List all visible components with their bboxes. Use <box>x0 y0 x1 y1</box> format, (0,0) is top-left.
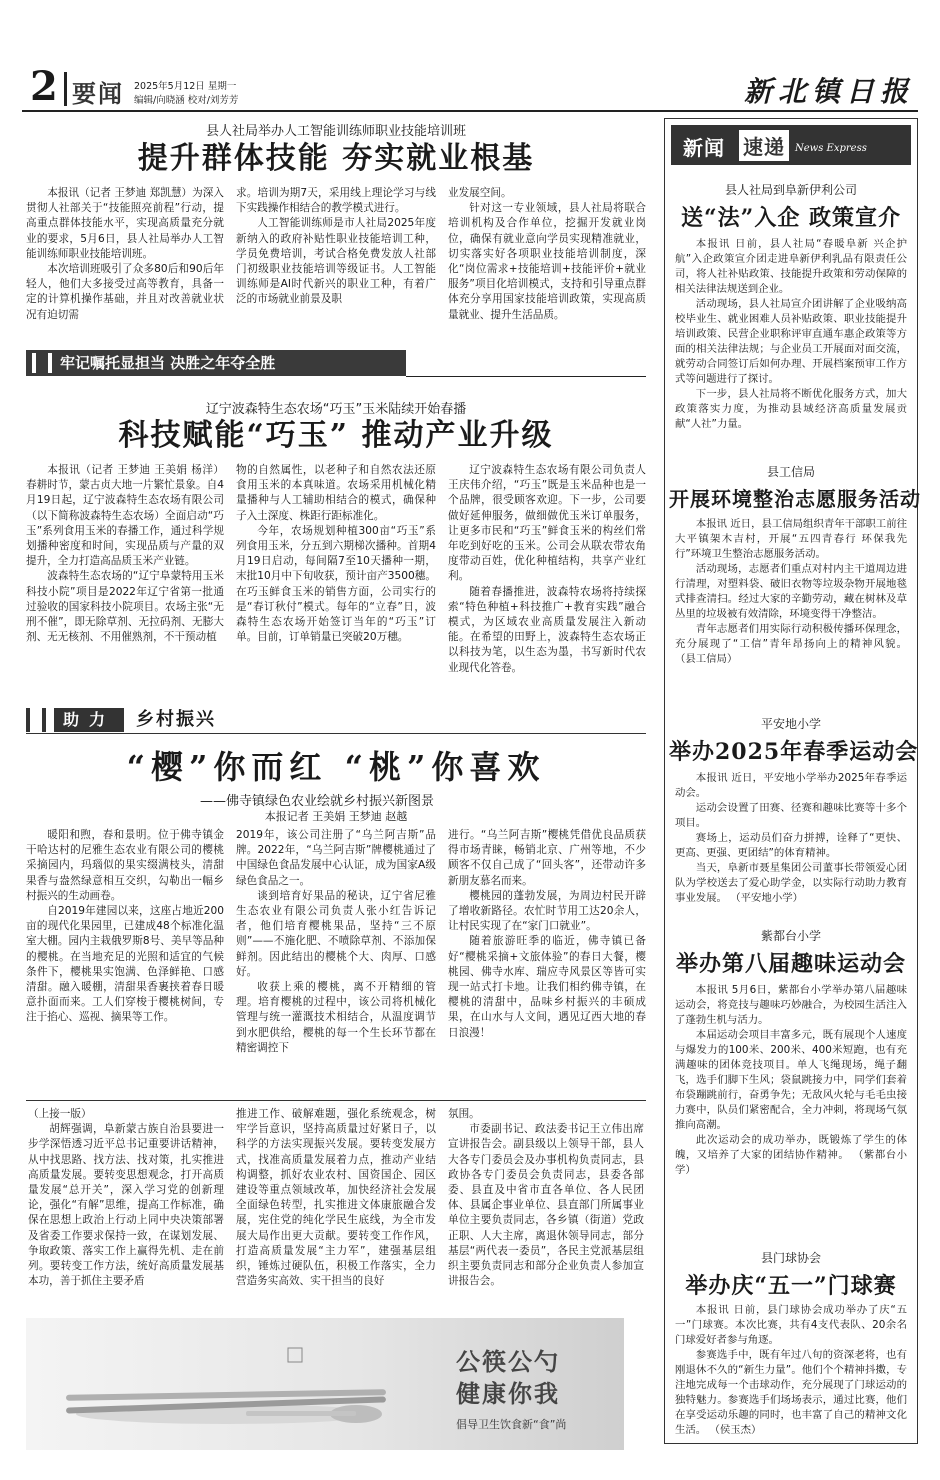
paragraph: 青年志愿者们用实际行动积极传播环保理念，充分展现了“工信”青年昂扬向上的精神风貌。 （县工信局） <box>675 623 907 665</box>
paragraph: 活动现场，志愿者们重点对村内主干道周边进行清理，对塑料袋、破旧衣物等垃圾杂物开展地毯式排查清扫。经过大家的辛勤劳动，藏在树林及草丛里的垃圾被有效清除，环境变得干净整洁。 <box>675 563 907 620</box>
article2-column-1 <box>26 463 224 695</box>
paragraph: 辽宁波森特生态农场有限公司负责人王庆伟介绍，“巧玉”既是玉米品种也是一个品牌，很受顾客欢迎。下一步，公司要做好延伸服务，做细做优玉米订单服务，让更多市民和“巧玉”鲜食玉米的构丝们常年吃到好吃的玉米。公司会从联农带农角度带动百姓，优化种植结构，共享产业红利。 <box>448 464 646 583</box>
article1-column-2 <box>236 186 436 336</box>
paragraph: 胡辉强调，阜新蒙古族自治县要进一步学深悟透习近平总书记重要讲话精神，从中找思路、找方法、找对策，扎实推进高质量发展。要转变思想观念，打开高质量发展“总开关”，深入学习党的创新理论，强化“有解”思维，提高工作标准，确保在思想上政治上行动上同中央决策部署及省委工作要求保持一致，在谋划发展、争取政策、落实工作上赢得先机、走在前列。要转变工作方法，统好高质量发展基本功，善于抓住主要矛盾 <box>28 1123 224 1288</box>
paragraph: 暖阳和煦，春和景明。位于佛寺镇金干哈达村的尼雅生态农业有限公司的樱桃采摘园内，玛瑙似的果实缀满枝头，清甜果香与盎然绿意相互交织，勾勒出一幅乡村振兴的生动画卷。 <box>26 829 224 902</box>
paragraph: 随着旅游旺季的临近，佛寺镇已备好“樱桃采摘+文旅体验”的春日大餐，樱桃园、佛寺水库、瑞应寺风景区等皆可实现一站式打卡地。让我们相约佛寺镇，在樱桃的清甜中，品味乡村振兴的丰硕成果，在山水与人文间，遇见辽西大地的春日浪漫！ <box>448 935 646 1039</box>
paragraph: 活动现场，县人社局宣介团讲解了企业吸纳高校毕业生、就业困难人员补贴政策、职业技能提升培训政策、民营企业职称评审直通车惠企政策等方面的相关法律法规；与企业员工开展面对面交流，就劳动合同签订后如何办理、开展档案预审工作方式等问题进行了探讨。 <box>675 298 907 385</box>
paragraph: 此次运动会的成功举办，既锻炼了学生的体魄，又培养了大家的团结协作精神。 （紫都台小学） <box>675 1134 907 1176</box>
article1-headline: 提升群体技能 夯实就业根基 <box>137 141 535 176</box>
article4-column-3 <box>448 1107 644 1305</box>
paragraph: （上接一版） <box>28 1108 92 1120</box>
section-bar-2 <box>26 706 646 734</box>
article1-column-3 <box>448 186 646 336</box>
paragraph: 本届运动会项目丰富多元，既有展现个人速度与爆发力的100米、200米、400米短跑，也有充满趣味的团体竞技项目。单人飞绳现场，绳子翻飞，选手们脚下生风；袋鼠跳接力中，同学们套着布袋蹦跳前行，奋勇争先；无敌风火轮与毛毛虫接力赛中，队员们紧密配合，全力冲刺，将现场气氛推向高潮。 <box>675 1029 907 1131</box>
section-bar-2-tag: 助力 <box>54 708 124 732</box>
section-bar-1 <box>26 350 406 376</box>
page-header <box>22 63 918 110</box>
sidebar-title-part2: 速递 <box>739 130 789 161</box>
paragraph: 物的自然属性，以老种子和自然农法还原食用玉米的本真味道。农场采用机械化精量播种与人工辅助相结合的模式，确保种子入土深度、株距行距标准化。 <box>236 464 436 522</box>
paragraph: 下一步，县人社局将不断优化服务方式，加大政策落实力度，为推动县域经济高质量发展贡献“人社”力量。 <box>675 388 907 430</box>
paragraph: 波森特生态农场的“辽宁阜蒙特用玉米科技小院”项目是2022年辽宁省第一批通过验收的国家科技小院项目。农场主张“无刑不催”，即无除草剂、无拉码剂、无膨大剂、无无核剂、不用催熟剂，不干预动植 <box>26 570 224 644</box>
paragraph: 本报讯（记者 王梦迪 郑凯慧）为深入贯彻人社部关于“技能照亮前程”行动，提高重点群体技能水平，实现高质量充分就业的要求，5月6日，县人社局举办人工智能训练师职业技能培训班。 <box>26 187 224 260</box>
sidebar-title-part1: 新闻 <box>683 136 725 160</box>
ad-line-1: 公筷公勺 <box>456 1348 560 1376</box>
bar-stripes-icon <box>32 353 52 373</box>
section-name: 要闻 <box>72 80 124 108</box>
article4-column-1 <box>28 1107 224 1305</box>
news-item-4-kicker: 紫都台小学 <box>760 929 821 943</box>
paragraph: 谈到培育好果品的秘诀，辽宁省尼雅生态农业有限公司负责人张小红告诉记者，他们培育樱桃果品，坚持“三不原则”——不施化肥、不喷除草剂、不添加保鲜剂。因此结出的樱桃个大、肉厚、口感好。 <box>236 889 436 978</box>
paragraph: 樱桃园的蓬勃发展，为周边村民开辟了增收新路径。农忙时节用工达20余人，让村民实现了在“家门口就业”。 <box>448 889 646 933</box>
paragraph: 氛围。 <box>448 1108 480 1120</box>
paragraph: 推进工作、破解难题，强化系统观念，树牢学旨意识，坚持高质量过好紧日子，以科学的方法实现振兴发展。要转变发展方式，找准高质量发展着力点，推动产业结构调整，抓好农业农村、国资国企、园区建设等重点领域改革，加快经济社会发展全面绿色转型，扎实推进文体康旅融合发展，宪住党的纯化学民生底线，为全市发展大局作出更大贡献。要转变工作作风，打造高质量发展“主力军”，建强基层组织，锤炼过硬队伍，积极工作落实，全力营造务实高效、实干担当的良好 <box>236 1108 436 1288</box>
chopsticks-spoon-image <box>26 1318 446 1450</box>
paragraph: 今年，农场规划种植300亩“巧玉”系列食用玉米，分五到六期梯次播种。首期4月19日启动，每间隔7至10天播种一期，末批10月中下旬收获，预计亩产3500穗。在巧玉鲜食玉米的销售方面，公司实行的是“春订秋付”模式。每年的“立春”日，波森特生态农场开始签订当年的“巧玉”订单。目前，订单销量已突破20万穗。 <box>236 524 436 644</box>
paragraph: 本报讯 日前，县人社局“春暖阜新 兴企护航”入企政策宣介团走进阜新伊利乳品有限责任公司，将人社补贴政策、技能提升政策和劳动保障的相关法律法规送到企业。 <box>675 238 907 295</box>
sidebar-title <box>671 125 911 165</box>
paragraph: 自2019年建园以来，这座占地近200亩的现代化果园里，已建成48个标准化温室大棚。园内主栽俄罗斯8号、美早等品种的樱桃。在当地充足的光照和适宜的气候条件下，樱桃果实饱满、色泽鲜艳、口感清甜。融入暖棚，清甜果香裹挟着春日暖意扑面而来。工人们穿梭于樱桃树间，专注于掐心、巡视、摘果等工作。 <box>26 905 224 1024</box>
paragraph: 市委副书记、政法委书记王立伟出席宣讲报告会。副县级以上领导干部，县人大各专门委员会及办事机构负责同志，县政协各专门委员会负责同志，县委各部委、县直及中省市直各单位、各人民团体、县属企事业单位、县直部门所属事业单位主要负责同志，各乡镇（街道）党政正职、人大主席，离退休领导同志，部分基层“两代表一委员”，各民主党派基层组织主要负责同志和部分企业负责人参加宣讲报告会。 <box>448 1123 644 1288</box>
paragraph: 本报讯 近日，县工信局组织青年干部职工前往大平镇架木吉村，开展“五四青春行 环保我先行”环境卫生整治志愿服务活动。 <box>675 518 907 560</box>
paragraph: 赛场上，运动员们奋力拼搏，诠释了“更快、更高、更强、更团结”的体育精神。 <box>675 832 907 859</box>
article2-column-3 <box>448 463 646 695</box>
paragraph: 进行。“乌兰阿吉斯”樱桃凭借优良品质获得市场青睐，畅销北京、广州等地，不少顾客不仅自己成了“回头客”，还带动许多新朋友慕名而来。 <box>448 829 646 887</box>
public-service-ad <box>26 1318 624 1450</box>
paragraph: 本报讯（记者 王梦迪 王美娟 杨洋）春耕时节，蒙古贞大地一片繁忙景象。自4月19日起，辽宁波森特生态农场有限公司（以下简称波森特生态农场）全面启动“巧玉”系列食用玉米的春播工作，通过科学规划播种密度和时间，实现品质与产量的双提升，全力打造高品质玉米产业链。 <box>26 464 224 568</box>
section-bar-1-rule <box>406 376 646 377</box>
paragraph: 运动会设置了田赛、径赛和趣味比赛等十多个项目。 <box>675 802 907 829</box>
paragraph: 收获上乘的樱桃，离不开精细的管理。培育樱桃的过程中，该公司将机械化管理与统一灌溉技术相结合，从温度调节到水肥供给，樱桃的每一个生长环节都在精密调控下 <box>236 981 436 1054</box>
article3-column-3 <box>448 828 646 1086</box>
news-item-3-kicker: 平安地小学 <box>760 717 821 731</box>
news-item-1-headline: 送“法”入企 政策宣介 <box>681 205 901 231</box>
paragraph: 本次培训班吸引了众多80后和90后年轻人，他们大多接受过高等教育，具备一定的计算机操作基础，并且对改善就业状况有迫切需 <box>26 263 224 321</box>
news-item-5-headline: 举办庆“五一”门球赛 <box>685 1273 897 1299</box>
paragraph: 人工智能训练师是市人社局2025年度新纳入的政府补贴性职业技能培训工种，学员免费培训，考试合格免费发放人社部门初级职业技能培训等级证书。人工智能训练师是AI时代新兴的职业工种，有着广泛的市场就业前景及职 <box>236 217 436 306</box>
paragraph: 本报讯 日前，县门球协会成功举办了庆“五一”门球赛。本次比赛，共有4支代表队、20余名门球爱好者参与角逐。 <box>675 1304 907 1346</box>
article3-column-2 <box>236 828 436 1086</box>
news-item-4-body <box>675 983 907 1241</box>
article3-subhead: ——佛寺镇绿色农业绘就乡村振兴新图景 <box>200 794 435 809</box>
section-bar-1-title: 牢记嘱托显担当 决胜之年夺全胜 <box>60 354 276 372</box>
news-item-4-headline: 举办第八届趣味运动会 <box>675 951 906 977</box>
news-item-1-kicker: 县人社局到阜新伊利公司 <box>724 183 857 197</box>
sidebar-news-express <box>664 118 921 1444</box>
news-item-5-body <box>675 1303 907 1437</box>
paragraph: 随着春播推进，波森特农场将持续探索“特色种植+科技推广+教育实践”融合模式，为区域农业高质量发展注入新动能。在希望的田野上，波森特生态农场正以科技为笔，以生态为墨，书写新时代农业现代化答卷。 <box>448 585 646 674</box>
article4-box <box>26 1100 646 1309</box>
masthead: 新北镇日报 <box>743 75 914 108</box>
article3-byline: 本报记者 王美娟 王梦迪 赵越 <box>264 810 408 823</box>
news-item-3-body <box>675 771 907 915</box>
article2-kicker: 辽宁波森特生态农场“巧玉”玉米陆续开始春播 <box>205 402 467 417</box>
paragraph: 求。培训为期7天，采用线上理论学习与线下实践操作相结合的教学模式进行。 <box>236 187 436 215</box>
news-item-2-kicker: 县工信局 <box>766 465 815 479</box>
header-rule <box>22 110 918 112</box>
paragraph: 本报讯 5月6日，紫都台小学举办第八届趣味运动会，将竞技与趣味巧妙融合，为校园生活注入了蓬勃生机与活力。 <box>675 984 907 1026</box>
news-item-5-kicker: 县门球协会 <box>760 1251 821 1265</box>
paragraph: 参赛选手中，既有年过八旬的资深老将，也有刚退休不久的“新生力量”。他们个个精神抖擞，专注地完成每一个击球动作，充分展现了门球运动的独特魅力。参赛选手们场场表示，通过比赛，他们在享受运动乐趣的同时，也丰富了自己的精神文化生活。 （侯玉杰） <box>675 1349 907 1436</box>
news-item-1-body <box>675 237 907 449</box>
article1-column-1 <box>26 186 224 336</box>
news-item-2-headline: 开展环境整治志愿服务活动 <box>669 487 921 511</box>
date-line: 2025年5月12日 星期一 <box>134 81 237 92</box>
sidebar-title-en: News Express <box>795 143 867 154</box>
paragraph: 2019年，该公司注册了“乌兰阿吉斯”品牌。2022年，“乌兰阿吉斯”牌樱桃通过了中国绿色食品发展中心认证，成为国家A级绿色食品之一。 <box>236 829 436 887</box>
article2-column-2 <box>236 463 436 695</box>
paragraph: 当天，阜新市聂星集团公司董事长带领爱心团队为学校送去了爱心助学金，以实际行动助力教育事业发展。 （平安地小学） <box>675 862 907 904</box>
article3-headline: “樱”你而红 “桃”你喜欢 <box>126 748 546 786</box>
paragraph: 业发展空间。 <box>448 187 512 199</box>
page-number: 2 <box>30 63 58 110</box>
section-bar-2-rule <box>26 733 646 734</box>
article2-headline: 科技赋能“巧玉” 推动产业升级 <box>118 418 554 453</box>
article4-column-2 <box>236 1107 436 1305</box>
news-item-3-headline: 举办2025年春季运动会 <box>669 739 919 765</box>
paragraph: 针对这一专业领域，县人社局将联合培训机构及合作单位，挖掘开发就业岗位，确保有就业意向学员实现精准就业，切实落实好各项职业技能培训制度，深化“岗位需求+技能培训+技能评价+就业服务”项目化培训模式，支持和引导重点群体充分享用国家技能培训政策，实现高质量就业、提升生活品质。 <box>448 202 646 321</box>
news-item-2-body <box>675 517 907 707</box>
ad-line-3: 倡导卫生饮食新“食”尚 <box>456 1418 567 1431</box>
editor-line: 编辑/向晓涵 校对/刘芳芳 <box>134 95 239 106</box>
bar-stripes-icon <box>26 708 46 732</box>
ad-line-2: 健康你我 <box>456 1380 560 1408</box>
section-bar-2-title: 乡村振兴 <box>136 709 216 730</box>
article1-kicker: 县人社局举办人工智能训练师职业技能培训班 <box>205 124 466 139</box>
page-number-divider <box>64 72 67 106</box>
paragraph: 本报讯 近日，平安地小学举办2025年春季运动会。 <box>675 772 907 799</box>
article3-column-1 <box>26 828 224 1086</box>
